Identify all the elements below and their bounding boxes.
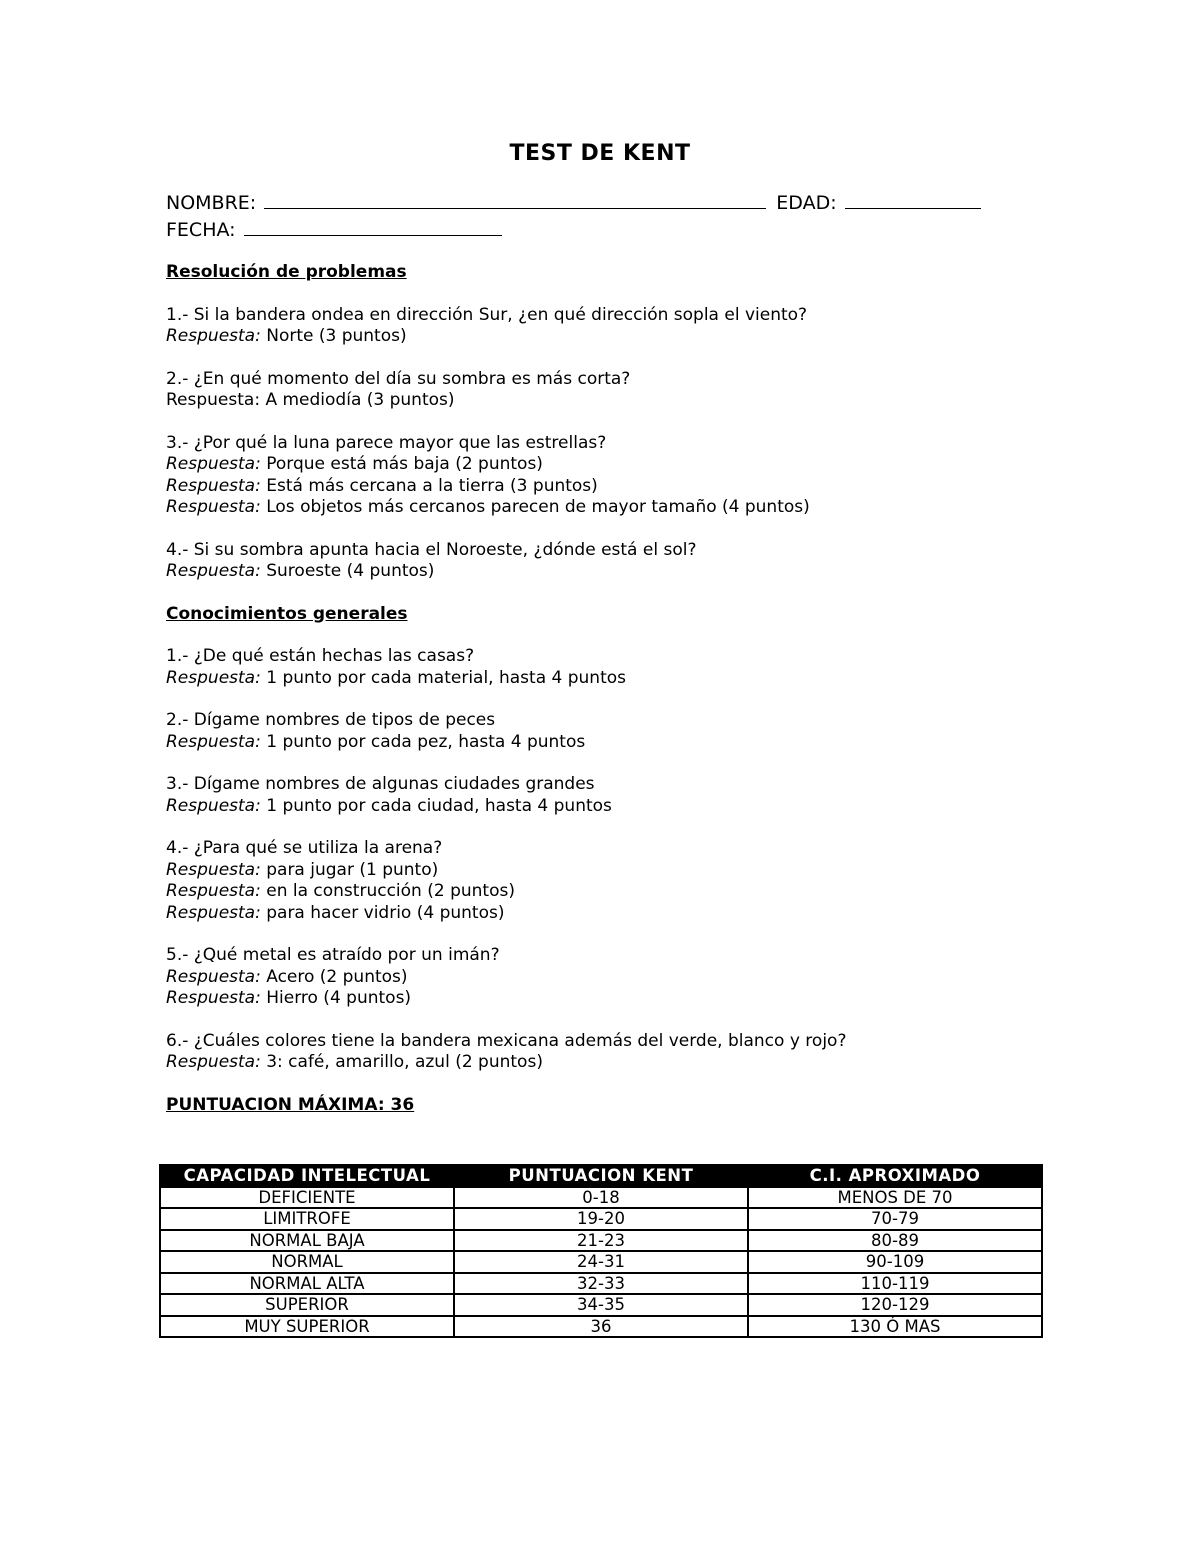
edad-label: EDAD: [776, 192, 837, 214]
question-text: 6.- ¿Cuáles colores tiene la bandera mexicana además del verde, blanco y rojo? [166, 1030, 847, 1051]
answer-label: Respuesta: [166, 966, 261, 987]
table-cell: LIMITROFE [160, 1208, 454, 1230]
table-row [160, 1230, 1042, 1252]
answer-label: Respuesta: [166, 795, 261, 816]
question-text: 5.- ¿Qué metal es atraído por un imán? [166, 945, 500, 965]
fields-row-1 [166, 190, 981, 217]
score-table [159, 1164, 1043, 1338]
question-text: 4.- Si su sombra apunta hacia el Noroeste, ¿dónde está el sol? [166, 539, 697, 560]
answer-label: Respuesta: [166, 475, 261, 496]
table-cell: 0-18 [454, 1187, 748, 1209]
answer-label: Respuesta: [166, 988, 261, 1008]
question-spacer [166, 689, 1066, 710]
table-cell: 130 Ó MAS [748, 1316, 1042, 1338]
fecha-blank-line [244, 217, 502, 236]
answer-line [166, 903, 1066, 925]
answer-line [166, 668, 1066, 690]
table-cell: MENOS DE 70 [748, 1187, 1042, 1209]
answer-line [166, 454, 1066, 476]
personal-fields [166, 190, 981, 244]
answer-value: 1 punto por cada ciudad, hasta 4 puntos [260, 795, 612, 816]
table-row [160, 1273, 1042, 1295]
answer-label: Respuesta: [166, 859, 261, 880]
table-cell: 19-20 [454, 1208, 748, 1230]
table-cell: 34-35 [454, 1294, 748, 1316]
answer-label: Respuesta: [166, 1052, 261, 1072]
answer-line [166, 476, 1066, 498]
answer-value: 3: café, amarillo, azul (2 puntos) [260, 1052, 543, 1072]
answer-label: Respuesta: [166, 731, 261, 752]
nombre-label: NOMBRE: [166, 192, 257, 214]
table-cell: 21-23 [454, 1230, 748, 1252]
answer-value: en la construcción (2 puntos) [260, 881, 515, 901]
answer-value: A mediodía (3 puntos) [260, 390, 455, 410]
question-text: 3.- Dígame nombres de algunas ciudades grandes [166, 774, 595, 794]
edad-blank-line [845, 190, 981, 209]
table-cell: NORMAL [160, 1251, 454, 1273]
answer-line [166, 881, 1066, 903]
nombre-blank-line [264, 190, 766, 209]
answer-line [166, 326, 1066, 348]
max-score-heading: PUNTUACION MÁXIMA: 36 [166, 1094, 415, 1115]
question-text: 1.- ¿De qué están hechas las casas? [166, 646, 475, 666]
section-heading: Resolución de problemas [166, 262, 407, 282]
column-header: CAPACIDAD INTELECTUAL [160, 1165, 454, 1187]
answer-label: Respuesta: [166, 667, 261, 688]
answer-line [166, 860, 1066, 882]
table-cell: NORMAL BAJA [160, 1230, 454, 1252]
section-spacer [166, 1074, 1066, 1095]
answer-label: Respuesta: [166, 902, 261, 923]
table-cell: SUPERIOR [160, 1294, 454, 1316]
table-cell: NORMAL ALTA [160, 1273, 454, 1295]
question-spacer [166, 625, 1066, 646]
table-cell: 24-31 [454, 1251, 748, 1273]
answer-label: Respuesta: [166, 561, 261, 581]
column-header: C.I. APROXIMADO [748, 1165, 1042, 1187]
answer-value: Los objetos más cercanos parecen de mayor tamaño (4 puntos) [260, 497, 810, 517]
page-title: TEST DE KENT [509, 141, 691, 166]
question-spacer [166, 1010, 1066, 1031]
answer-value: Norte (3 puntos) [260, 326, 407, 346]
question-text: 1.- Si la bandera ondea en dirección Sur, ¿en qué dirección sopla el viento? [166, 304, 808, 325]
answer-line [166, 967, 1066, 989]
answer-line [166, 497, 1066, 519]
question-text: 3.- ¿Por qué la luna parece mayor que las estrellas? [166, 432, 607, 453]
answer-value: para jugar (1 punto) [260, 859, 439, 880]
answer-line [166, 1052, 1066, 1074]
answer-label: Respuesta: [166, 881, 261, 901]
fecha-label: FECHA: [166, 219, 236, 241]
question-spacer [166, 753, 1066, 774]
answer-value: Suroeste (4 puntos) [260, 561, 435, 581]
table-cell: 70-79 [748, 1208, 1042, 1230]
answer-value: 1 punto por cada pez, hasta 4 puntos [260, 731, 586, 752]
table-cell: MUY SUPERIOR [160, 1316, 454, 1338]
answer-label: Respuesta: [166, 454, 261, 474]
answer-value: Hierro (4 puntos) [260, 988, 412, 1008]
question-spacer [166, 519, 1066, 540]
question-spacer [166, 924, 1066, 945]
table-row [160, 1294, 1042, 1316]
question-text: 2.- ¿En qué momento del día su sombra es más corta? [166, 368, 631, 389]
section-spacer [166, 583, 1066, 604]
answer-label: Respuesta: [166, 497, 261, 517]
answer-line [166, 732, 1066, 754]
question-spacer [166, 412, 1066, 433]
question-spacer [166, 817, 1066, 838]
table-row [160, 1316, 1042, 1338]
question-spacer [166, 348, 1066, 369]
question-spacer [166, 284, 1066, 305]
question-text: 2.- Dígame nombres de tipos de peces [166, 710, 496, 730]
answer-value: Está más cercana a la tierra (3 puntos) [260, 475, 598, 496]
answer-value: Acero (2 puntos) [260, 966, 408, 987]
test-content [166, 262, 1066, 1116]
answer-value: Porque está más baja (2 puntos) [260, 454, 543, 474]
fields-row-2 [166, 217, 981, 244]
table-row [160, 1208, 1042, 1230]
answer-value: 1 punto por cada material, hasta 4 puntos [260, 667, 627, 688]
answer-value: para hacer vidrio (4 puntos) [260, 902, 505, 923]
answer-line [166, 561, 1066, 583]
table-row [160, 1187, 1042, 1209]
table-cell: 120-129 [748, 1294, 1042, 1316]
table-cell: 80-89 [748, 1230, 1042, 1252]
table-cell: 110-119 [748, 1273, 1042, 1295]
score-table-header-row [160, 1165, 1042, 1187]
question-text: 4.- ¿Para qué se utiliza la arena? [166, 838, 443, 858]
answer-line [166, 988, 1066, 1010]
column-header: PUNTUACION KENT [454, 1165, 748, 1187]
answer-label: Respuesta: [166, 390, 261, 410]
table-cell: 32-33 [454, 1273, 748, 1295]
answer-line [166, 796, 1066, 818]
section-heading: Conocimientos generales [166, 603, 408, 624]
answer-line [166, 390, 1066, 412]
table-row [160, 1251, 1042, 1273]
answer-label: Respuesta: [166, 326, 261, 346]
table-cell: 90-109 [748, 1251, 1042, 1273]
table-cell: DEFICIENTE [160, 1187, 454, 1209]
table-cell: 36 [454, 1316, 748, 1338]
